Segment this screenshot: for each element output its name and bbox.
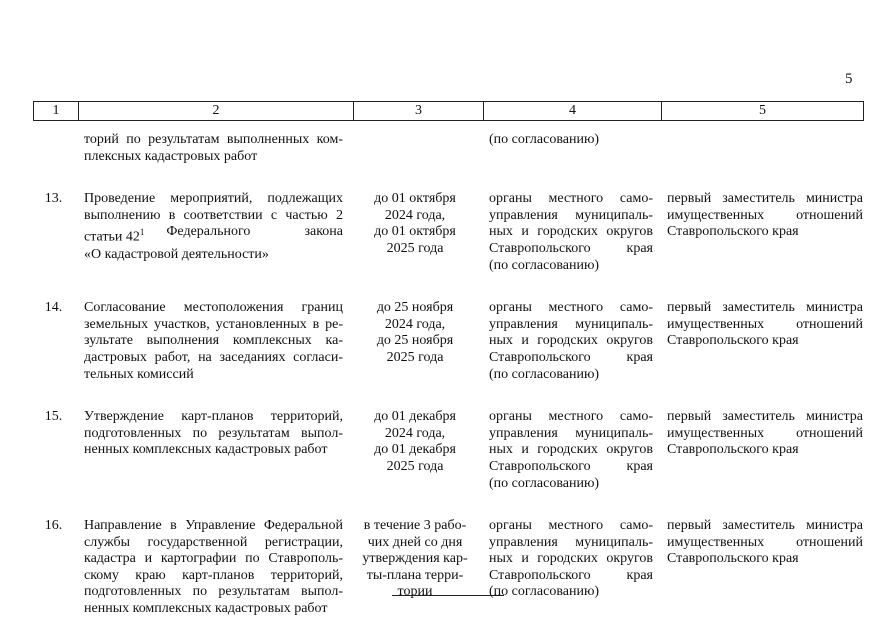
table-row: [33, 518, 863, 618]
row-executor: органы местного само- управления муниципаль- ных и городских округов Ставропольского края (по согласованию): [489, 518, 653, 600]
header-col-2: 2: [79, 102, 354, 121]
column-number-header: [33, 101, 864, 121]
row-responsible: первый заместитель министра имущественных отношений Ставропольского края: [667, 518, 863, 567]
row-description: Направление в Управление Федеральной службы государственной регистрации, кадастра и картографии по Ставрополь- скому краю карт-планов территорий, подготовленных по результатам выпол- ненных комплексных кадастровых работ: [84, 518, 343, 617]
row-executor: органы местного само- управления муниципаль- ных и городских округов Ставропольского края (по согласованию): [489, 300, 653, 382]
header-col-4: 4: [484, 102, 662, 121]
row-responsible: первый заместитель министра имущественных отношений Ставропольского края: [667, 191, 863, 240]
row-deadline: в течение 3 рабо- чих дней со дня утверждения кар- ты-плана терри- тории: [362, 518, 468, 600]
continuation-row: [33, 132, 863, 191]
row-number: 13.: [44, 191, 63, 207]
table-row: [33, 191, 863, 300]
end-of-document-divider: [392, 595, 504, 596]
row-responsible: первый заместитель министра имущественных отношений Ставропольского края: [667, 409, 863, 458]
row-executor: органы местного само- управления муниципаль- ных и городских округов Ставропольского края (по согласованию): [489, 191, 653, 273]
row-description: Проведение мероприятий, подлежащих выполнению в соответствии с частью 2 статьи $42^1$ Федерального закона «О кадастровой деятельности»: [84, 191, 343, 262]
row-deadline: до 25 ноября 2024 года, до 25 ноября 2025 года: [376, 300, 454, 365]
row-executor: органы местного само- управления муниципаль- ных и городских округов Ставропольского края (по согласованию): [489, 409, 653, 491]
row-deadline: до 01 декабря 2024 года, до 01 декабря 2025 года: [374, 409, 456, 474]
plan-table: [33, 132, 863, 618]
superscript: 1: [139, 227, 145, 238]
header-row: [34, 102, 864, 121]
page-number: 5: [845, 71, 853, 87]
row-number: 15.: [44, 409, 63, 425]
row-number: 14.: [44, 300, 63, 316]
row-number: 16.: [44, 518, 63, 534]
row-description: Утверждение карт-планов территорий, подготовленных по результатам выпол- ненных комплексных кадастровых работ: [84, 409, 343, 458]
continuation-description: торий по результатам выполненных ком- плексных кадастровых работ: [84, 132, 343, 164]
header-col-1: 1: [34, 102, 79, 121]
row-deadline: до 01 октября 2024 года, до 01 октября 2025 года: [374, 191, 456, 256]
continuation-executor: (по согласованию): [489, 132, 600, 147]
header-col-3: 3: [354, 102, 484, 121]
header-col-5: 5: [662, 102, 864, 121]
row-description: Согласование местоположения границ земельных участков, установленных в ре- зультате выполнения комплексных ка- дастровых работ, на заседаниях согласи- тельных комиссий: [84, 300, 343, 382]
table-row: [33, 300, 863, 409]
row-responsible: первый заместитель министра имущественных отношений Ставропольского края: [667, 300, 863, 349]
table-row: [33, 409, 863, 518]
